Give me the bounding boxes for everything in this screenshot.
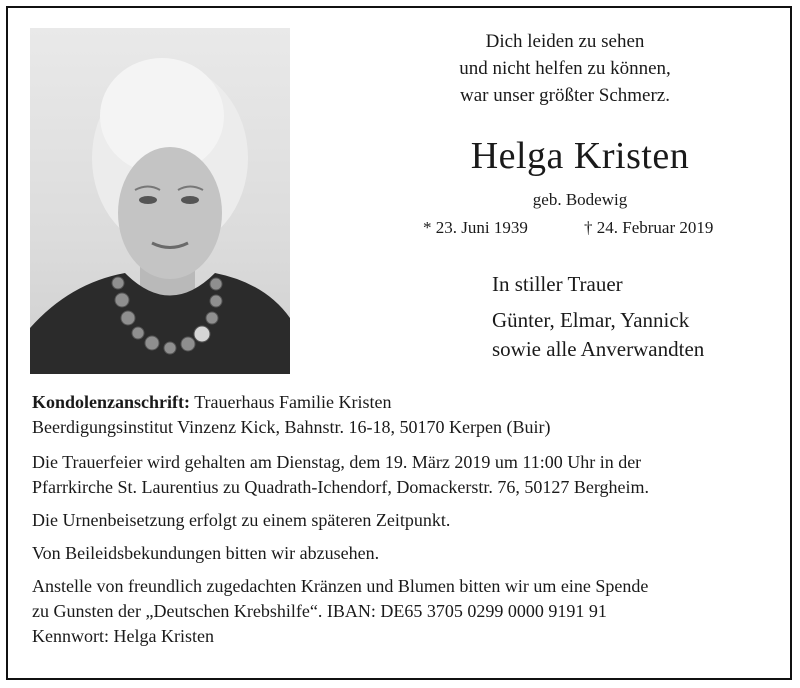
donation-line: Anstelle von freundlich zugedachten Kränzen und Blumen bitten wir um eine Spende [32,576,649,596]
memorial-quote [420,28,710,109]
donation-line: zu Gunsten der „Deutschen Krebshilfe“. IBAN: DE65 3705 0299 0000 9191 91 [32,601,607,621]
condolence-label: Kondolenzanschrift: [32,392,191,412]
maiden-name: geb. Bodewig [532,190,628,209]
condolence-house: Trauerhaus Familie Kristen [190,392,392,412]
funeral-service-line: Die Trauerfeier wird gehalten am Dienstag, dem 19. März 2019 um 11:00 Uhr in der [32,452,642,472]
condolence-address [32,390,772,415]
death-date: † 24. Februar 2019 [584,218,714,237]
portrait-photo [30,28,290,374]
mourner-relatives: sowie alle Anverwandten [492,337,705,361]
birth-date: * 23. Juni 1939 [423,218,528,237]
funeral-home: Beerdigungsinstitut Vinzenz Kick, Bahnstr. 16-18, 50170 Kerpen (Buir) [32,417,551,437]
deceased-name: Helga Kristen [470,135,690,177]
quote-line: Dich leiden zu sehen [485,31,645,52]
quote-line: und nicht helfen zu können, [459,58,671,79]
no-condolences-note: Von Beileidsbekundungen bitten wir abzusehen. [32,543,380,563]
mourning-intro: In stiller Trauer [492,272,623,296]
quote-line: war unser größter Schmerz. [460,85,670,106]
portrait-illustration [30,28,290,374]
donation-keyword: Kennwort: Helga Kristen [32,626,214,646]
mourners-block [492,270,704,364]
funeral-service-line: Pfarrkirche St. Laurentius zu Quadrath-Ichendorf, Domackerstr. 76, 50127 Bergheim. [32,477,649,497]
urn-burial-note: Die Urnenbeisetzung erfolgt zu einem späteren Zeitpunkt. [32,510,451,530]
obituary-details [32,390,772,649]
mourner-names: Günter, Elmar, Yannick [492,308,690,332]
